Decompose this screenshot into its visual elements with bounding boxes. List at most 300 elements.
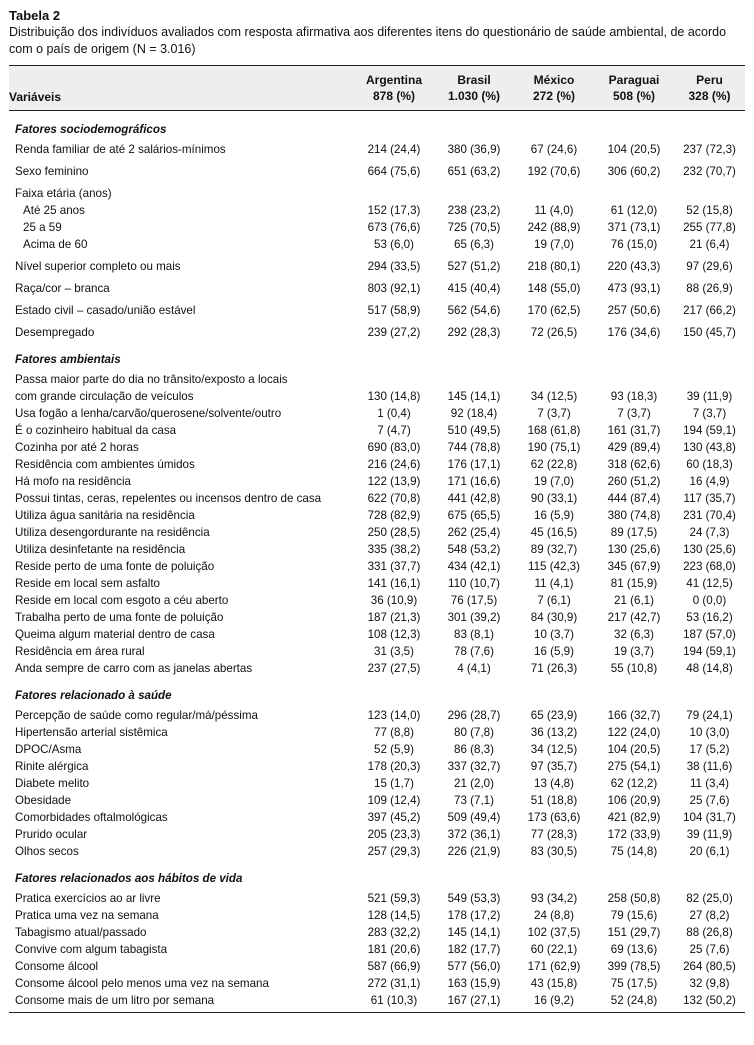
cell-value: 34 (12,5) [530,743,578,756]
cell-value: 296 (28,7) [447,709,501,722]
cell-value: 62 (22,8) [530,458,578,471]
cell-value: 429 (89,4) [607,441,661,454]
row-label: Tabagismo atual/passado [15,926,147,939]
header-country-name: México [533,73,575,87]
cell-value: 161 (31,7) [607,424,661,437]
cell-value: 11 (4,1) [534,577,574,590]
table-row [9,643,745,660]
cell-value: 73 (7,1) [454,794,494,807]
cell-value: 651 (63,2) [447,165,501,178]
cell-value: 166 (32,7) [607,709,661,722]
row-label: Residência em área rural [15,645,145,658]
cell-value: 79 (24,1) [686,709,733,722]
cell-value: 24 (8,8) [534,909,574,922]
cell-value: 90 (33,1) [530,492,578,505]
table-row [9,592,745,609]
cell-value: 83 (8,1) [454,628,494,641]
cell-value: 71 (26,3) [530,662,578,675]
cell-value: 168 (61,8) [527,424,581,437]
table-row [9,388,745,405]
table-row [9,524,745,541]
cell-value: 141 (16,1) [367,577,421,590]
cell-value: 61 (12,0) [610,204,658,217]
table-row [9,758,745,775]
cell-value: 17 (5,2) [689,743,730,756]
cell-value: 32 (9,8) [689,977,730,990]
table-row [9,236,745,253]
cell-value: 587 (66,9) [367,960,421,973]
cell-value: 744 (78,8) [447,441,501,454]
cell-value: 19 (7,0) [534,238,574,251]
cell-value: 122 (13,9) [367,475,421,488]
cell-value [674,185,745,202]
cell-value: 548 (53,2) [447,543,501,556]
cell-value: 283 (32,2) [367,926,421,939]
cell-value: 301 (39,2) [447,611,501,624]
cell-value: 7 (6,1) [537,594,571,607]
cell-value: 622 (70,8) [367,492,421,505]
cell-value: 34 (12,5) [530,390,578,403]
cell-value: 88 (26,9) [686,282,733,295]
cell-value: 152 (17,3) [367,204,421,217]
cell-value: 128 (14,5) [367,909,421,922]
cell-value: 150 (45,7) [683,326,736,339]
cell-value: 7 (3,7) [617,407,651,420]
cell-value: 510 (49,5) [447,424,501,437]
row-label: Consome álcool pelo menos uma vez na semana [15,977,269,990]
cell-value: 89 (17,5) [610,526,658,539]
cell-value: 104 (20,5) [607,743,661,756]
table-row [9,826,745,843]
row-label: Convive com algum tabagista [15,943,168,956]
cell-value: 104 (31,7) [683,811,736,824]
cell-value: 132 (50,2) [674,992,745,1013]
table-body [9,111,745,1013]
cell-value: 92 (18,4) [450,407,498,420]
table-number: Tabela 2 [9,8,61,23]
cell-value: 79 (15,6) [610,909,658,922]
row-label: Obesidade [15,794,72,807]
table-row [9,490,745,507]
header-row [9,66,745,111]
row-label: Renda familiar de até 2 salários-mínimos [15,143,226,156]
cell-value: 190 (75,1) [527,441,581,454]
cell-value: 38 (11,6) [686,760,733,773]
cell-value: 690 (83,0) [367,441,421,454]
cell-value: 145 (14,1) [447,926,501,939]
row-label: Residência com ambientes úmidos [15,458,195,471]
cell-value: 217 (66,2) [683,304,736,317]
cell-value: 76 (17,5) [450,594,498,607]
cell-value [514,185,594,202]
header-country-name: Paraguai [608,73,660,87]
table-row [9,258,745,275]
cell-value: 167 (27,1) [434,992,514,1013]
table-row [9,202,745,219]
row-label: Nível superior completo ou mais [15,260,181,273]
cell-value: 1 (0,4) [377,407,411,420]
cell-value: 272 (31,1) [367,977,421,990]
row-label: Prurido ocular [15,828,88,841]
cell-value: 171 (62,9) [527,960,581,973]
header-paraguai [594,66,674,111]
cell-value: 130 (25,6) [607,543,661,556]
table-row [9,141,745,158]
row-label: Há mofo na residência [15,475,131,488]
table-row [9,507,745,524]
cell-value: 4 (4,1) [457,662,491,675]
table-row [9,541,745,558]
cell-value: 52 (5,9) [374,743,414,756]
table-row [9,724,745,741]
cell-value: 380 (74,8) [607,509,661,522]
section-header-row [9,111,745,142]
cell-value: 86 (8,3) [454,743,494,756]
cell-value: 130 (25,6) [683,543,736,556]
cell-value: 415 (40,4) [447,282,501,295]
cell-value: 19 (3,7) [614,645,654,658]
cell-value: 24 (7,3) [689,526,730,539]
row-label: Faixa etária (anos) [15,187,112,200]
row-label: Reside perto de uma fonte de poluição [15,560,215,573]
cell-value: 728 (82,9) [367,509,421,522]
cell-value: 220 (43,3) [607,260,661,273]
cell-value: 106 (20,9) [607,794,661,807]
cell-value [354,185,434,202]
row-label: Trabalha perto de uma fonte de poluição [15,611,224,624]
table-header [9,66,745,111]
row-label: Consome mais de um litro por semana [9,992,354,1013]
cell-value: 83 (30,5) [530,845,578,858]
cell-value: 306 (60,2) [607,165,661,178]
cell-value: 21 (6,4) [689,238,730,251]
table-row [9,558,745,575]
row-label: DPOC/Asma [15,743,82,756]
cell-value: 75 (17,5) [610,977,658,990]
header-country-name: Brasil [457,73,491,87]
cell-value: 231 (70,4) [683,509,736,522]
row-label: É o cozinheiro habitual da casa [15,424,177,437]
row-label: Sexo feminino [15,165,89,178]
cell-value: 345 (67,9) [607,560,661,573]
cell-value: 81 (15,9) [610,577,658,590]
cell-value: 39 (11,9) [686,390,733,403]
header-country-n: 1.030 (%) [447,89,501,103]
cell-value: 527 (51,2) [447,260,501,273]
cell-value: 318 (62,6) [607,458,661,471]
cell-value: 473 (93,1) [607,282,661,295]
header-mexico [514,66,594,111]
cell-value: 60 (22,1) [530,943,578,956]
cell-value: 434 (42,1) [447,560,501,573]
cell-value: 725 (70,5) [447,221,501,234]
table-row [9,422,745,439]
cell-value: 258 (50,8) [607,892,661,905]
row-label: Usa fogão a lenha/carvão/querosene/solvente/outro [15,407,282,420]
cell-value: 237 (27,5) [367,662,421,675]
cell-value: 55 (10,8) [610,662,658,675]
row-label: Utiliza desengordurante na residência [15,526,210,539]
cell-value: 260 (51,2) [607,475,661,488]
section-header-row [9,860,745,890]
cell-value: 78 (7,6) [454,645,494,658]
cell-value: 371 (73,1) [607,221,661,234]
cell-value: 109 (12,4) [367,794,421,807]
cell-value: 292 (28,3) [447,326,501,339]
cell-value: 15 (1,7) [374,777,414,790]
cell-value: 262 (25,4) [447,526,501,539]
cell-value: 331 (37,7) [367,560,421,573]
row-label: Anda sempre de carro com as janelas abertas [15,662,253,675]
section-title: Fatores relacionados aos hábitos de vida [15,872,243,885]
header-country-n: 328 (%) [688,89,731,103]
cell-value: 77 (28,3) [530,828,578,841]
table-row [9,890,745,907]
table-row [9,941,745,958]
cell-value: 48 (14,8) [686,662,733,675]
cell-value [674,371,745,388]
cell-value: 275 (54,1) [607,760,661,773]
cell-value: 89 (32,7) [530,543,578,556]
header-country-n: 508 (%) [612,89,656,103]
cell-value: 664 (75,6) [367,165,421,178]
table-row [9,302,745,319]
cell-value: 130 (43,8) [683,441,736,454]
row-label: Utiliza água sanitária na residência [15,509,195,522]
table-row [9,843,745,860]
row-label: Passa maior parte do dia no trânsito/exposto a locais [15,373,288,386]
cell-value: 53 (6,0) [374,238,414,251]
table-row [9,280,745,297]
cell-value: 88 (26,8) [686,926,733,939]
cell-value: 122 (24,0) [607,726,661,739]
cell-value: 444 (87,4) [607,492,661,505]
cell-value: 75 (14,8) [610,845,658,858]
cell-value: 25 (7,6) [689,794,730,807]
cell-value: 803 (92,1) [367,282,421,295]
cell-value: 673 (76,6) [367,221,421,234]
row-label: Reside em local com esgoto a céu aberto [15,594,229,607]
cell-value: 178 (17,2) [447,909,501,922]
row-label: Raça/cor – branca [15,282,110,295]
cell-value: 82 (25,0) [686,892,733,905]
cell-value: 13 (4,8) [534,777,574,790]
row-label: Utiliza desinfetante na residência [15,543,186,556]
cell-value: 178 (20,3) [367,760,421,773]
table-row [9,456,745,473]
row-label: Possui tintas, ceras, repelentes ou incensos dentro de casa [15,492,322,505]
table-row [9,219,745,236]
row-label: com grande circulação de veículos [15,390,194,403]
cell-value: 380 (36,9) [447,143,501,156]
cell-value: 192 (70,6) [527,165,581,178]
row-label: Comorbidades oftalmológicas [15,811,168,824]
cell-value: 10 (3,0) [689,726,730,739]
cell-value: 521 (59,3) [367,892,421,905]
row-label: Queima algum material dentro de casa [15,628,215,641]
cell-value: 52 (24,8) [594,992,674,1013]
cell-value: 238 (23,2) [447,204,501,217]
cell-value: 226 (21,9) [447,845,501,858]
header-country-n: 272 (%) [532,89,576,103]
section-title: Fatores sociodemográficos [15,123,167,136]
cell-value: 36 (10,9) [370,594,418,607]
cell-value: 67 (24,6) [530,143,578,156]
table-row [9,958,745,975]
cell-value: 145 (14,1) [447,390,501,403]
cell-value: 62 (12,2) [610,777,658,790]
cell-value: 441 (42,8) [447,492,501,505]
cell-value: 32 (6,3) [614,628,654,641]
section-header-row [9,677,745,707]
cell-value: 16 (4,9) [689,475,730,488]
cell-value: 11 (3,4) [689,777,730,790]
cell-value: 108 (12,3) [367,628,421,641]
cell-value: 52 (15,8) [686,204,733,217]
table-row [9,473,745,490]
cell-value: 163 (15,9) [447,977,501,990]
row-label: Pratica exercícios ao ar livre [15,892,161,905]
header-brasil [434,66,514,111]
cell-value: 115 (42,3) [528,560,580,573]
table-row [9,741,745,758]
cell-value: 7 (3,7) [537,407,571,420]
cell-value: 84 (30,9) [530,611,578,624]
table-row [9,660,745,677]
table-row [9,775,745,792]
cell-value: 53 (16,2) [686,611,733,624]
table-row [9,707,745,724]
cell-value: 45 (16,5) [530,526,578,539]
cell-value: 549 (53,3) [447,892,501,905]
cell-value: 110 (10,7) [448,577,500,590]
table-row [9,975,745,992]
cell-value: 102 (37,5) [527,926,581,939]
cell-value: 562 (54,6) [447,304,501,317]
cell-value: 232 (70,7) [683,165,736,178]
cell-value: 41 (12,5) [686,577,733,590]
cell-value: 421 (82,9) [607,811,661,824]
section-title: Fatores relacionado à saúde [15,689,172,702]
cell-value: 217 (42,7) [607,611,661,624]
table-row [9,609,745,626]
cell-value: 21 (6,1) [614,594,654,607]
cell-value: 27 (8,2) [689,909,730,922]
cell-value: 337 (32,7) [447,760,501,773]
row-label: Desempregado [15,326,95,339]
table-row [9,439,745,456]
table-row [9,924,745,941]
cell-value: 104 (20,5) [607,143,661,156]
cell-value: 335 (38,2) [367,543,421,556]
cell-value: 93 (18,3) [610,390,658,403]
cell-value: 187 (21,3) [367,611,421,624]
cell-value [594,371,674,388]
row-label: Estado civil – casado/união estável [15,304,196,317]
cell-value: 255 (77,8) [683,221,736,234]
cell-value: 10 (3,7) [534,628,574,641]
table-row [9,575,745,592]
cell-value: 93 (34,2) [530,892,578,905]
cell-value: 97 (29,6) [686,260,733,273]
row-label: Olhos secos [15,845,79,858]
cell-value: 65 (6,3) [454,238,494,251]
section-header-row [9,341,745,371]
cell-value: 173 (63,6) [527,811,581,824]
cell-value: 60 (18,3) [686,458,733,471]
cell-value: 19 (7,0) [534,475,574,488]
cell-value: 181 (20,6) [367,943,421,956]
cell-value: 170 (62,5) [527,304,581,317]
row-label: Até 25 anos [23,204,85,217]
row-label: Percepção de saúde como regular/má/péssima [15,709,258,722]
cell-value: 0 (0,0) [692,594,727,607]
cell-value: 218 (80,1) [527,260,581,273]
header-variables: Variáveis [9,66,354,111]
cell-value: 237 (72,3) [683,143,736,156]
cell-value: 214 (24,4) [367,143,421,156]
cell-value: 117 (35,7) [683,492,736,505]
cell-value [354,371,434,388]
row-label: Pratica uma vez na semana [15,909,159,922]
header-country-name: Peru [696,73,723,87]
cell-value: 397 (45,2) [367,811,421,824]
cell-value [514,371,594,388]
table-row [9,792,745,809]
data-table [9,65,745,1013]
cell-value: 7 (3,7) [692,407,727,420]
cell-value: 72 (26,5) [530,326,578,339]
cell-value [594,185,674,202]
cell-value: 264 (80,5) [683,960,736,973]
cell-value: 36 (13,2) [530,726,578,739]
cell-value: 257 (29,3) [367,845,421,858]
cell-value [434,371,514,388]
cell-value: 51 (18,8) [530,794,578,807]
cell-value: 250 (28,5) [367,526,421,539]
cell-value: 16 (5,9) [534,645,574,658]
cell-value: 7 (4,7) [377,424,411,437]
cell-value [434,185,514,202]
cell-value: 20 (6,1) [689,845,730,858]
cell-value: 176 (17,1) [447,458,501,471]
header-country-n: 878 (%) [372,89,416,103]
row-label: Acima de 60 [23,238,88,251]
cell-value: 25 (7,6) [689,943,730,956]
cell-value: 372 (36,1) [447,828,501,841]
cell-value: 194 (59,1) [683,645,736,658]
cell-value: 65 (23,9) [530,709,578,722]
header-peru [674,66,745,111]
table-row [9,405,745,422]
cell-value: 205 (23,3) [367,828,421,841]
table-row [9,185,745,202]
cell-value: 171 (16,6) [447,475,501,488]
table-caption: Distribuição dos indivíduos avaliados com resposta afirmativa aos diferentes itens do questionário de saúde ambiental, de acordo com o país de origem (N = 3.016) [9,25,727,56]
cell-value: 97 (35,7) [530,760,578,773]
row-label: Reside em local sem asfalto [15,577,160,590]
row-label: Diabete melito [15,777,90,790]
cell-value: 148 (55,0) [527,282,581,295]
cell-value: 399 (78,5) [607,960,661,973]
cell-value: 43 (15,8) [530,977,578,990]
cell-value: 151 (29,7) [607,926,661,939]
table-row [9,992,745,1013]
cell-value: 294 (33,5) [367,260,421,273]
table-row [9,371,745,388]
table-row [9,809,745,826]
cell-value: 517 (58,9) [367,304,421,317]
